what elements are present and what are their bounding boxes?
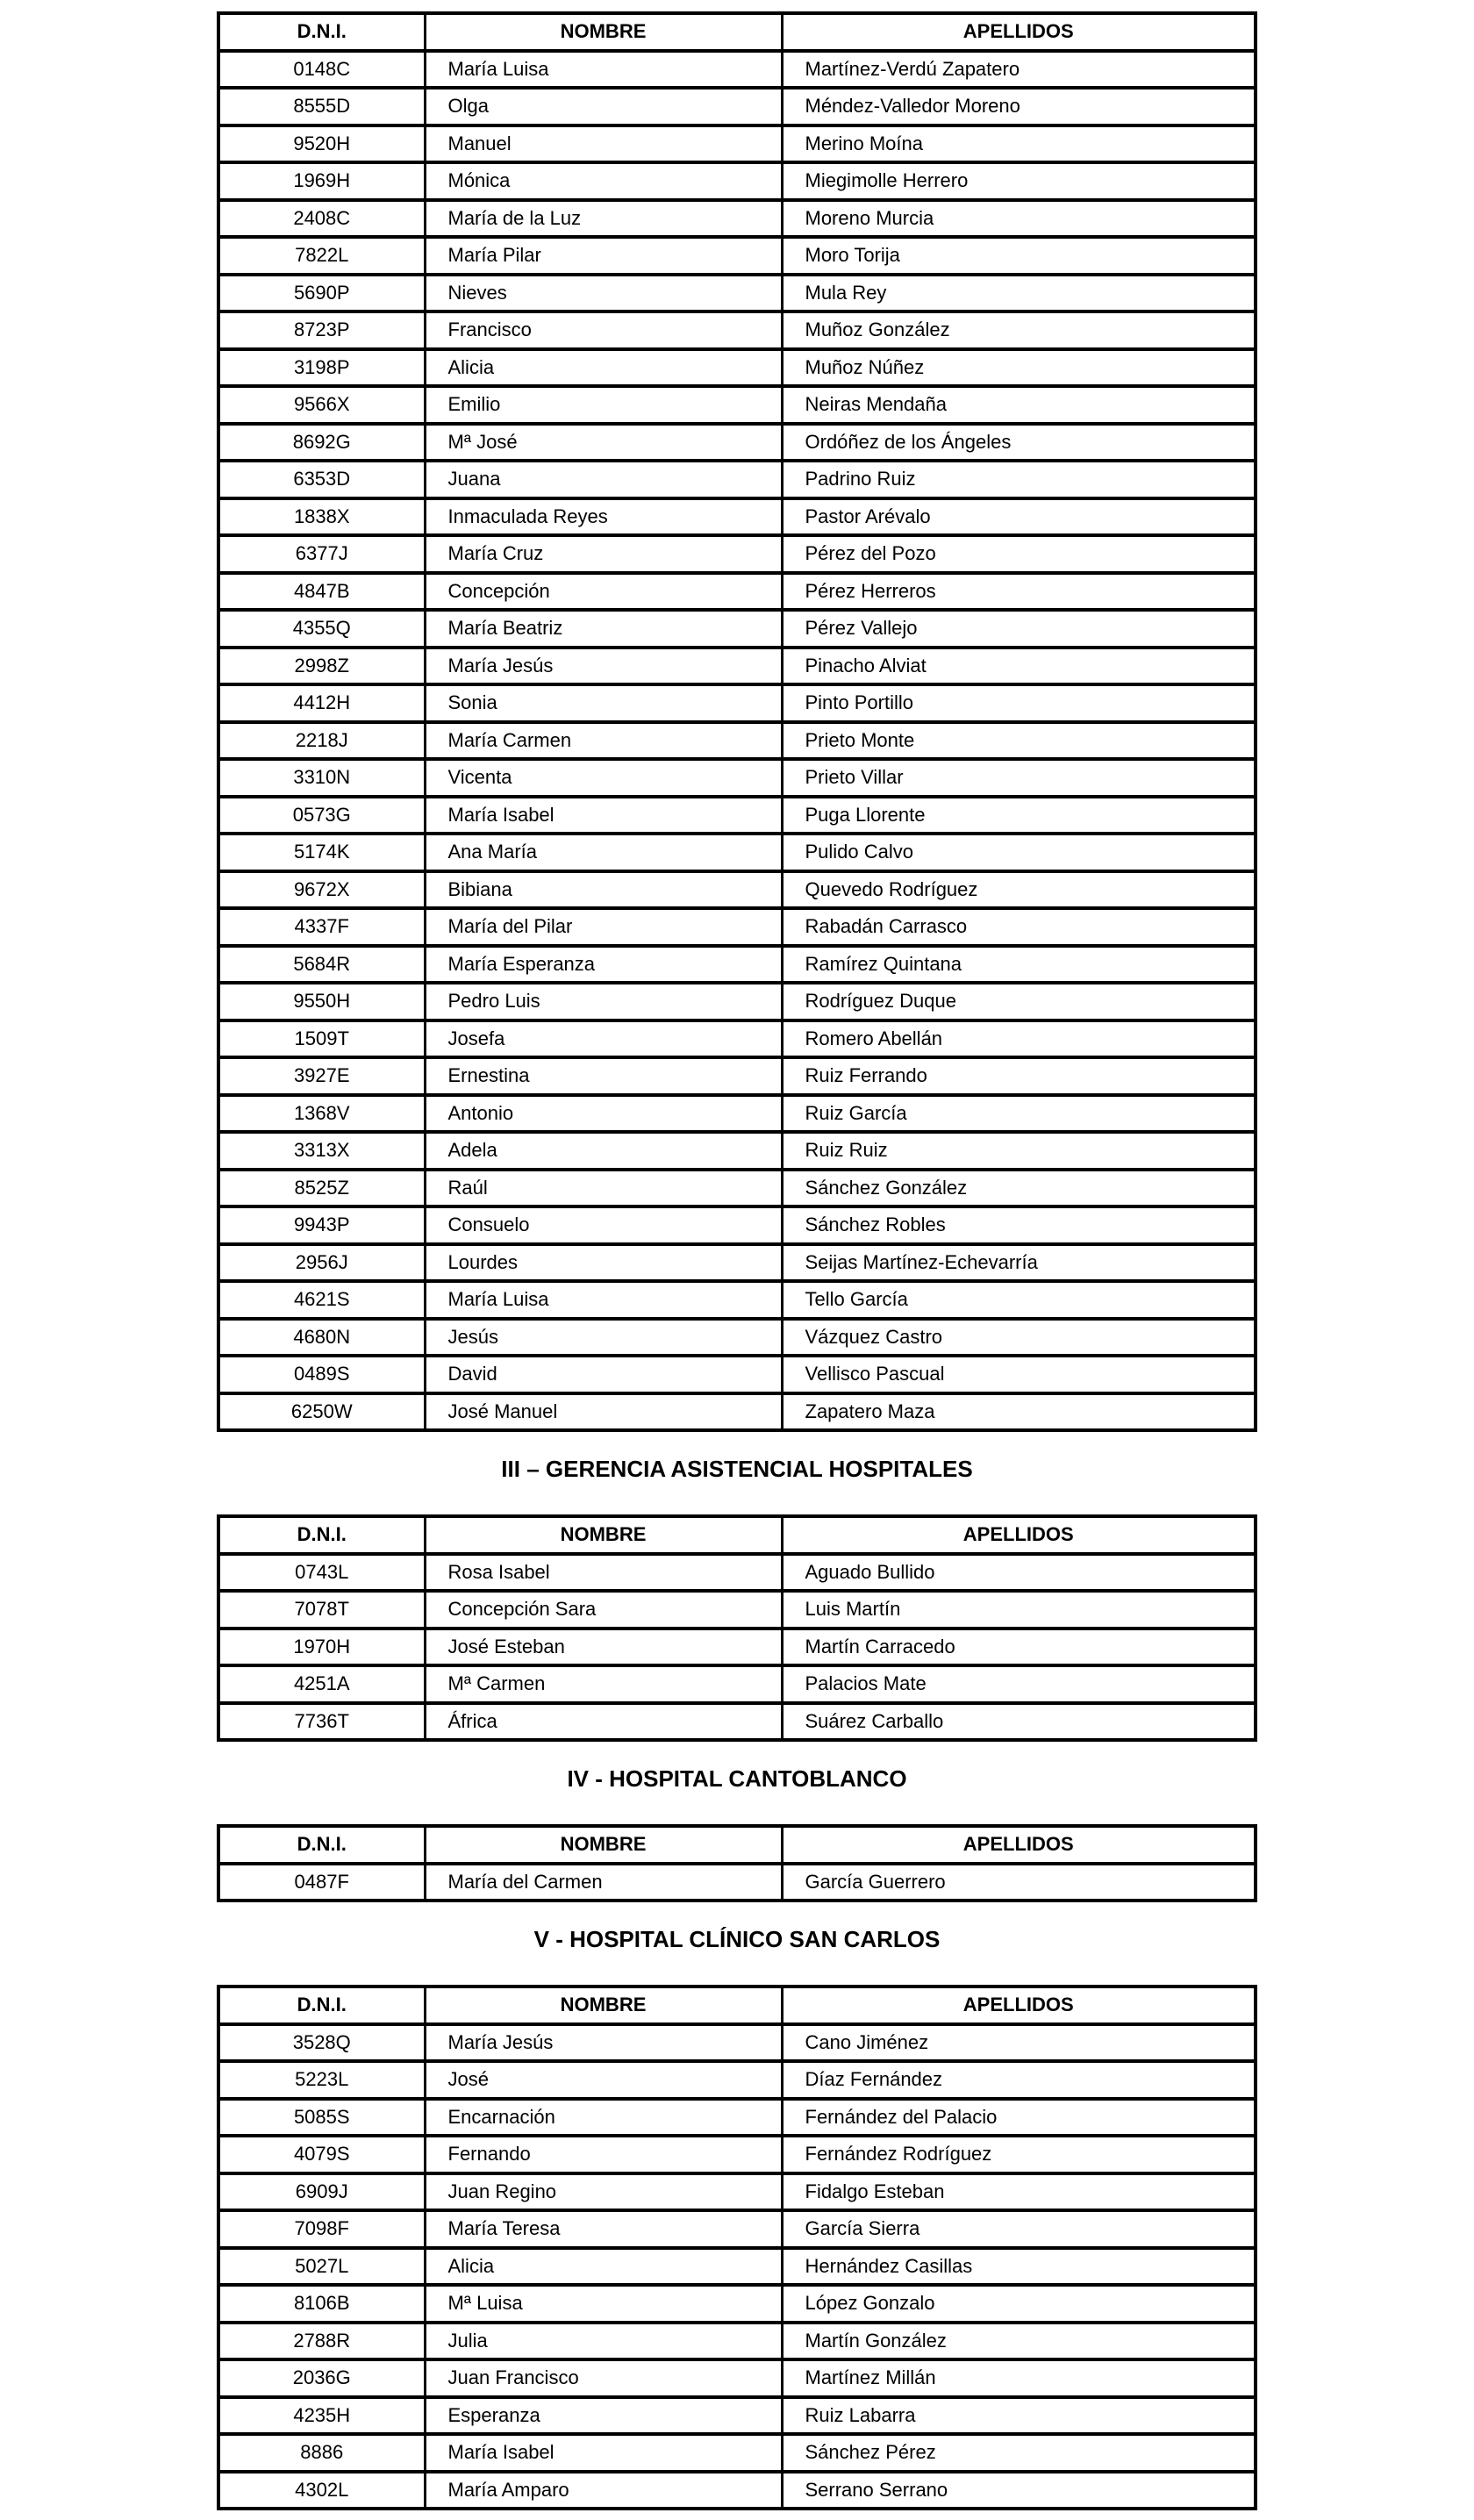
- nombre-cell: Alicia: [425, 2248, 782, 2286]
- dni-cell: 1509T: [218, 1020, 425, 1058]
- table-row: [218, 2472, 1256, 2509]
- nombre-cell: Mª José: [425, 424, 782, 462]
- nombre-cell: Antonio: [425, 1095, 782, 1133]
- table-row: [218, 2397, 1256, 2435]
- column-header-apellidos: APELLIDOS: [782, 1516, 1256, 1554]
- nombre-cell: Lourdes: [425, 1244, 782, 1282]
- dni-cell: 2956J: [218, 1244, 425, 1282]
- dni-cell: 4302L: [218, 2472, 425, 2509]
- dni-cell: 9520H: [218, 125, 425, 163]
- table-row: [218, 871, 1256, 909]
- dni-cell: 1368V: [218, 1095, 425, 1133]
- table-row: [218, 2210, 1256, 2248]
- apellidos-cell: Tello García: [782, 1281, 1256, 1319]
- apellidos-cell: Cano Jiménez: [782, 2024, 1256, 2062]
- document-section: [0, 1766, 1474, 1902]
- table-row: [218, 1629, 1256, 1666]
- table-row: [218, 349, 1256, 387]
- apellidos-cell: Miegimolle Herrero: [782, 162, 1256, 200]
- nombre-cell: Raúl: [425, 1170, 782, 1207]
- table-header-row: [218, 1516, 1256, 1554]
- dni-cell: 4412H: [218, 684, 425, 722]
- dni-cell: 6250W: [218, 1393, 425, 1431]
- dni-cell: 9550H: [218, 983, 425, 1020]
- column-header-nombre: NOMBRE: [425, 1516, 782, 1554]
- column-header-dni: D.N.I.: [218, 13, 425, 51]
- table-row: [218, 1864, 1256, 1901]
- table-row: [218, 1057, 1256, 1095]
- nombre-cell: Juan Regino: [425, 2173, 782, 2211]
- nombre-cell: José: [425, 2061, 782, 2099]
- apellidos-cell: Ordóñez de los Ángeles: [782, 424, 1256, 462]
- dni-cell: 6909J: [218, 2173, 425, 2211]
- apellidos-cell: Martínez-Verdú Zapatero: [782, 51, 1256, 89]
- table-row: [218, 2248, 1256, 2286]
- roster-table: [217, 1514, 1257, 1742]
- table-row: [218, 722, 1256, 760]
- nombre-cell: María Pilar: [425, 237, 782, 275]
- nombre-cell: María Carmen: [425, 722, 782, 760]
- apellidos-cell: Ruiz Ruiz: [782, 1132, 1256, 1170]
- dni-cell: 6353D: [218, 461, 425, 498]
- table-row: [218, 535, 1256, 573]
- dni-cell: 1970H: [218, 1629, 425, 1666]
- document-section: [0, 11, 1474, 1432]
- nombre-cell: Pedro Luis: [425, 983, 782, 1020]
- dni-cell: 5027L: [218, 2248, 425, 2286]
- nombre-cell: Juana: [425, 461, 782, 498]
- table-row: [218, 200, 1256, 238]
- table-row: [218, 1244, 1256, 1282]
- dni-cell: 2998Z: [218, 648, 425, 685]
- nombre-cell: María Amparo: [425, 2472, 782, 2509]
- dni-cell: 5085S: [218, 2099, 425, 2137]
- roster-table: [217, 1824, 1257, 1902]
- apellidos-cell: Pérez Herreros: [782, 573, 1256, 611]
- table-row: [218, 424, 1256, 462]
- nombre-cell: María Cruz: [425, 535, 782, 573]
- table-row: [218, 2285, 1256, 2323]
- table-row: [218, 2061, 1256, 2099]
- dni-cell: 3310N: [218, 759, 425, 797]
- nombre-cell: Concepción: [425, 573, 782, 611]
- roster-table: [217, 1985, 1257, 2510]
- document-section: [0, 1457, 1474, 1742]
- apellidos-cell: Suárez Carballo: [782, 1703, 1256, 1741]
- nombre-cell: María Beatriz: [425, 610, 782, 648]
- nombre-cell: Concepción Sara: [425, 1591, 782, 1629]
- dni-cell: 2788R: [218, 2323, 425, 2360]
- nombre-cell: María del Carmen: [425, 1864, 782, 1901]
- apellidos-cell: García Sierra: [782, 2210, 1256, 2248]
- nombre-cell: Encarnación: [425, 2099, 782, 2137]
- nombre-cell: María Teresa: [425, 2210, 782, 2248]
- nombre-cell: Bibiana: [425, 871, 782, 909]
- table-row: [218, 125, 1256, 163]
- table-row: [218, 498, 1256, 536]
- table-header-row: [218, 1826, 1256, 1864]
- dni-cell: 4847B: [218, 573, 425, 611]
- apellidos-cell: Muñoz González: [782, 311, 1256, 349]
- apellidos-cell: Zapatero Maza: [782, 1393, 1256, 1431]
- dni-cell: 7098F: [218, 2210, 425, 2248]
- dni-cell: 4079S: [218, 2136, 425, 2173]
- section-heading: V - HOSPITAL CLÍNICO SAN CARLOS: [533, 1926, 941, 1952]
- nombre-cell: Fernando: [425, 2136, 782, 2173]
- table-row: [218, 1319, 1256, 1357]
- nombre-cell: Sonia: [425, 684, 782, 722]
- dni-cell: 5174K: [218, 834, 425, 871]
- apellidos-cell: Puga Llorente: [782, 797, 1256, 834]
- table-row: [218, 51, 1256, 89]
- apellidos-cell: Pinto Portillo: [782, 684, 1256, 722]
- dni-cell: 5684R: [218, 946, 425, 984]
- dni-cell: 9672X: [218, 871, 425, 909]
- dni-cell: 8106B: [218, 2285, 425, 2323]
- nombre-cell: Nieves: [425, 275, 782, 312]
- nombre-cell: Julia: [425, 2323, 782, 2360]
- column-header-apellidos: APELLIDOS: [782, 1826, 1256, 1864]
- dni-cell: 8723P: [218, 311, 425, 349]
- nombre-cell: Inmaculada Reyes: [425, 498, 782, 536]
- apellidos-cell: Martín Carracedo: [782, 1629, 1256, 1666]
- table-row: [218, 162, 1256, 200]
- table-row: [218, 648, 1256, 685]
- apellidos-cell: Martínez Millán: [782, 2359, 1256, 2397]
- table-row: [218, 573, 1256, 611]
- nombre-cell: Consuelo: [425, 1206, 782, 1244]
- nombre-cell: María del Pilar: [425, 908, 782, 946]
- nombre-cell: José Esteban: [425, 1629, 782, 1666]
- apellidos-cell: Pastor Arévalo: [782, 498, 1256, 536]
- table-row: [218, 797, 1256, 834]
- column-header-apellidos: APELLIDOS: [782, 1987, 1256, 2024]
- apellidos-cell: Ruiz Labarra: [782, 2397, 1256, 2435]
- apellidos-cell: Pérez Vallejo: [782, 610, 1256, 648]
- apellidos-cell: Sánchez Pérez: [782, 2434, 1256, 2472]
- table-row: [218, 2099, 1256, 2137]
- dni-cell: 6377J: [218, 535, 425, 573]
- table-row: [218, 88, 1256, 125]
- nombre-cell: Adela: [425, 1132, 782, 1170]
- apellidos-cell: Ruiz García: [782, 1095, 1256, 1133]
- nombre-cell: Mª Luisa: [425, 2285, 782, 2323]
- apellidos-cell: Luis Martín: [782, 1591, 1256, 1629]
- table-row: [218, 2323, 1256, 2360]
- column-header-apellidos: APELLIDOS: [782, 13, 1256, 51]
- nombre-cell: Mª Carmen: [425, 1665, 782, 1703]
- apellidos-cell: Quevedo Rodríguez: [782, 871, 1256, 909]
- table-row: [218, 684, 1256, 722]
- section-heading: III – GERENCIA ASISTENCIAL HOSPITALES: [501, 1456, 973, 1482]
- apellidos-cell: Romero Abellán: [782, 1020, 1256, 1058]
- nombre-cell: Olga: [425, 88, 782, 125]
- nombre-cell: Ana María: [425, 834, 782, 871]
- dni-cell: 2218J: [218, 722, 425, 760]
- nombre-cell: Jesús: [425, 1319, 782, 1357]
- apellidos-cell: Fernández Rodríguez: [782, 2136, 1256, 2173]
- apellidos-cell: Martín González: [782, 2323, 1256, 2360]
- apellidos-cell: Prieto Monte: [782, 722, 1256, 760]
- table-row: [218, 2359, 1256, 2397]
- column-header-dni: D.N.I.: [218, 1516, 425, 1554]
- nombre-cell: Emilio: [425, 386, 782, 424]
- dni-cell: 0573G: [218, 797, 425, 834]
- dni-cell: 3198P: [218, 349, 425, 387]
- apellidos-cell: Díaz Fernández: [782, 2061, 1256, 2099]
- document-section: [0, 1927, 1474, 2510]
- apellidos-cell: Pérez del Pozo: [782, 535, 1256, 573]
- table-row: [218, 2173, 1256, 2211]
- dni-cell: 4680N: [218, 1319, 425, 1357]
- dni-cell: 8525Z: [218, 1170, 425, 1207]
- dni-cell: 5223L: [218, 2061, 425, 2099]
- table-row: [218, 1554, 1256, 1592]
- table-row: [218, 386, 1256, 424]
- table-row: [218, 1132, 1256, 1170]
- table-row: [218, 1665, 1256, 1703]
- nombre-cell: David: [425, 1356, 782, 1393]
- table-row: [218, 1703, 1256, 1741]
- dni-cell: 4621S: [218, 1281, 425, 1319]
- dni-cell: 0487F: [218, 1864, 425, 1901]
- apellidos-cell: Vázquez Castro: [782, 1319, 1256, 1357]
- apellidos-cell: Neiras Mendaña: [782, 386, 1256, 424]
- dni-cell: 7822L: [218, 237, 425, 275]
- nombre-cell: María de la Luz: [425, 200, 782, 238]
- dni-cell: 2408C: [218, 200, 425, 238]
- apellidos-cell: Sánchez González: [782, 1170, 1256, 1207]
- nombre-cell: Mónica: [425, 162, 782, 200]
- nombre-cell: María Esperanza: [425, 946, 782, 984]
- dni-cell: 4337F: [218, 908, 425, 946]
- apellidos-cell: Mula Rey: [782, 275, 1256, 312]
- apellidos-cell: Moreno Murcia: [782, 200, 1256, 238]
- apellidos-cell: Rodríguez Duque: [782, 983, 1256, 1020]
- dni-cell: 8555D: [218, 88, 425, 125]
- table-row: [218, 908, 1256, 946]
- nombre-cell: María Isabel: [425, 797, 782, 834]
- apellidos-cell: Ruiz Ferrando: [782, 1057, 1256, 1095]
- nombre-cell: Esperanza: [425, 2397, 782, 2435]
- table-row: [218, 1095, 1256, 1133]
- table-row: [218, 759, 1256, 797]
- table-row: [218, 983, 1256, 1020]
- apellidos-cell: Padrino Ruiz: [782, 461, 1256, 498]
- nombre-cell: Alicia: [425, 349, 782, 387]
- dni-cell: 4355Q: [218, 610, 425, 648]
- apellidos-cell: Pinacho Alviat: [782, 648, 1256, 685]
- table-row: [218, 946, 1256, 984]
- dni-cell: 0148C: [218, 51, 425, 89]
- table-row: [218, 1206, 1256, 1244]
- apellidos-cell: López Gonzalo: [782, 2285, 1256, 2323]
- table-row: [218, 834, 1256, 871]
- nombre-cell: Juan Francisco: [425, 2359, 782, 2397]
- table-row: [218, 1591, 1256, 1629]
- dni-cell: 0489S: [218, 1356, 425, 1393]
- table-row: [218, 610, 1256, 648]
- apellidos-cell: Vellisco Pascual: [782, 1356, 1256, 1393]
- dni-cell: 3927E: [218, 1057, 425, 1095]
- dni-cell: 4235H: [218, 2397, 425, 2435]
- nombre-cell: Rosa Isabel: [425, 1554, 782, 1592]
- nombre-cell: María Luisa: [425, 1281, 782, 1319]
- nombre-cell: Ernestina: [425, 1057, 782, 1095]
- apellidos-cell: Sánchez Robles: [782, 1206, 1256, 1244]
- nombre-cell: María Jesús: [425, 2024, 782, 2062]
- apellidos-cell: Méndez-Valledor Moreno: [782, 88, 1256, 125]
- apellidos-cell: Hernández Casillas: [782, 2248, 1256, 2286]
- column-header-nombre: NOMBRE: [425, 1826, 782, 1864]
- dni-cell: 8692G: [218, 424, 425, 462]
- apellidos-cell: Muñoz Núñez: [782, 349, 1256, 387]
- apellidos-cell: Rabadán Carrasco: [782, 908, 1256, 946]
- dni-cell: 0743L: [218, 1554, 425, 1592]
- apellidos-cell: Merino Moína: [782, 125, 1256, 163]
- apellidos-cell: Pulido Calvo: [782, 834, 1256, 871]
- apellidos-cell: Aguado Bullido: [782, 1554, 1256, 1592]
- nombre-cell: María Luisa: [425, 51, 782, 89]
- apellidos-cell: Prieto Villar: [782, 759, 1256, 797]
- table-header-row: [218, 1987, 1256, 2024]
- nombre-cell: Vicenta: [425, 759, 782, 797]
- dni-cell: 2036G: [218, 2359, 425, 2397]
- dni-cell: 7078T: [218, 1591, 425, 1629]
- table-row: [218, 275, 1256, 312]
- column-header-dni: D.N.I.: [218, 1987, 425, 2024]
- apellidos-cell: Moro Torija: [782, 237, 1256, 275]
- column-header-nombre: NOMBRE: [425, 1987, 782, 2024]
- dni-cell: 7736T: [218, 1703, 425, 1741]
- dni-cell: 4251A: [218, 1665, 425, 1703]
- nombre-cell: Manuel: [425, 125, 782, 163]
- nombre-cell: María Jesús: [425, 648, 782, 685]
- table-row: [218, 237, 1256, 275]
- nombre-cell: José Manuel: [425, 1393, 782, 1431]
- table-row: [218, 2434, 1256, 2472]
- nombre-cell: África: [425, 1703, 782, 1741]
- column-header-dni: D.N.I.: [218, 1826, 425, 1864]
- nombre-cell: María Isabel: [425, 2434, 782, 2472]
- table-row: [218, 461, 1256, 498]
- apellidos-cell: Seijas Martínez-Echevarría: [782, 1244, 1256, 1282]
- apellidos-cell: Serrano Serrano: [782, 2472, 1256, 2509]
- dni-cell: 1969H: [218, 162, 425, 200]
- column-header-nombre: NOMBRE: [425, 13, 782, 51]
- nombre-cell: Francisco: [425, 311, 782, 349]
- table-row: [218, 1393, 1256, 1431]
- dni-cell: 8886: [218, 2434, 425, 2472]
- apellidos-cell: García Guerrero: [782, 1864, 1256, 1901]
- table-header-row: [218, 13, 1256, 51]
- section-heading: IV - HOSPITAL CANTOBLANCO: [567, 1765, 907, 1792]
- table-row: [218, 2024, 1256, 2062]
- nombre-cell: Josefa: [425, 1020, 782, 1058]
- dni-cell: 3528Q: [218, 2024, 425, 2062]
- table-row: [218, 1170, 1256, 1207]
- dni-cell: 1838X: [218, 498, 425, 536]
- apellidos-cell: Palacios Mate: [782, 1665, 1256, 1703]
- apellidos-cell: Fidalgo Esteban: [782, 2173, 1256, 2211]
- table-row: [218, 1356, 1256, 1393]
- dni-cell: 9943P: [218, 1206, 425, 1244]
- table-row: [218, 311, 1256, 349]
- dni-cell: 9566X: [218, 386, 425, 424]
- dni-cell: 5690P: [218, 275, 425, 312]
- apellidos-cell: Fernández del Palacio: [782, 2099, 1256, 2137]
- table-row: [218, 2136, 1256, 2173]
- table-row: [218, 1020, 1256, 1058]
- apellidos-cell: Ramírez Quintana: [782, 946, 1256, 984]
- dni-cell: 3313X: [218, 1132, 425, 1170]
- table-row: [218, 1281, 1256, 1319]
- roster-table: [217, 11, 1257, 1432]
